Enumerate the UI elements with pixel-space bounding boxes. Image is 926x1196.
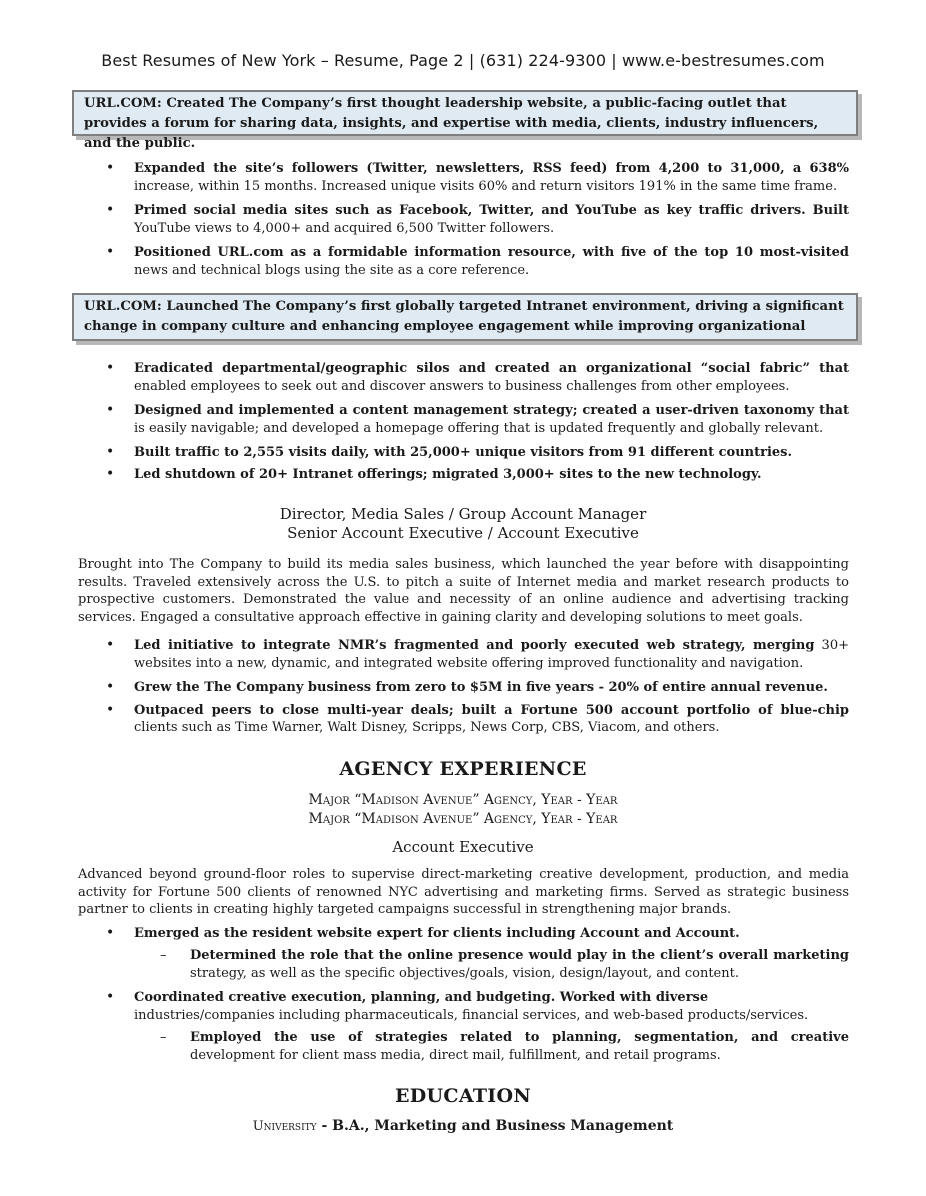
- bullet-list-media-sales: [103, 637, 849, 744]
- bullet-list-intranet: [103, 360, 849, 490]
- role-summary: Brought into The Company to build its media sales business, which launched the year before with disappointing results. Traveled extensively across the U.S. to pitch a suite of Internet media and market research products to prospective customers. Demonstrated the value and necessity of an online audience and advertising tracking services. Engaged a consultative approach effective in gaining clarity and developing solutions to meet goals.: [78, 557, 849, 625]
- bullet-list-website: [103, 160, 849, 286]
- list-item: • Built traffic to 2,555 visits daily, with 25,000+ unique visitors from 91 different countries.: [106, 444, 793, 460]
- page-header: Best Resumes of New York – Resume, Page 2 | (631) 224-9300 | www.e-bestresumes.com: [101, 51, 825, 70]
- agency-bullet-2: [103, 989, 849, 1031]
- education-entry: [0, 1118, 926, 1134]
- list-item: • Outpaced peers to close multi-year deals; built a Fortune 500 account portfolio of blue-chip clients such as Time Warner, Walt Disney, Scripps, News Corp, CBS, Viacom, and others.: [106, 701, 849, 735]
- agency-summary: Advanced beyond ground-floor roles to supervise direct-marketing creative development, production, and media activity for Fortune 500 clients of renowned NYC advertising and marketing firms. Served as strategic business partner to clients in creating highly targeted campaigns successful in strengthening major brands.: [78, 867, 849, 917]
- agency-employer-1: Major “Madison Avenue” Agency, Year - Year: [308, 792, 618, 808]
- list-item: • Led shutdown of 20+ Intranet offerings; migrated 3,000+ sites to the new technology.: [106, 465, 762, 482]
- callout-text: URL.COM: Created The Company’s first thought leadership website, a public-facing outlet that provides a forum for sharing data, insights, and expertise with media, clients, industry influencers, and the public.: [84, 96, 819, 151]
- list-item: • Led initiative to integrate NMR’s fragmented and poorly executed web strategy, merging 30+ websites into a new, dynamic, and integrated website offering improved functionality and navigation.: [106, 637, 849, 671]
- list-item: • Expanded the site’s followers (Twitter, newsletters, RSS feed) from 4,200 to 31,000, a 638% increase, within 15 months. Increased unique visits 60% and return visitors 191% in the same time frame.: [106, 160, 849, 194]
- list-item: • Emerged as the resident website expert for clients including Account and Account.: [106, 925, 740, 941]
- list-item: • Designed and implemented a content management strategy; created a user-driven taxonomy that is easily navigable; and developed a homepage offering that is updated frequently and globally relevant.: [106, 402, 849, 436]
- agency-sub-bullet-1: – Determined the role that the online presence would play in the client’s overall marketing strategy, as well as the specific objectives/goals, vision, design/layout, and content.: [160, 948, 849, 981]
- role-title-line1: Director, Media Sales / Group Account Manager: [279, 505, 647, 523]
- role-title-line2: Senior Account Executive / Account Executive: [287, 524, 639, 542]
- education-heading: EDUCATION: [395, 1085, 531, 1107]
- callout-thought-leadership: [72, 90, 858, 151]
- list-item: • Eradicated departmental/geographic silos and created an organizational “social fabric” that enabled employees to seek out and discover answers to business challenges from other employees.: [106, 360, 849, 394]
- education-school: University: [252, 1119, 317, 1134]
- callout-text: URL.COM: Launched The Company’s first globally targeted Intranet environment, driving a significant change in company culture and enhancing employee engagement while improving organizational: [84, 299, 844, 334]
- list-item: • Primed social media sites such as Facebook, Twitter, and YouTube as key traffic drivers. Built YouTube views to 4,000+ and acquired 6,500 Twitter followers.: [106, 202, 849, 236]
- agency-role: Account Executive: [392, 838, 534, 856]
- agency-sub-bullet-2: – Employed the use of strategies related to planning, segmentation, and creative development for client mass media, direct mail, fulfillment, and retail programs.: [160, 1030, 849, 1063]
- education-degree: - B.A., Marketing and Business Management: [316, 1118, 674, 1134]
- list-item: • Grew the The Company business from zero to $5M in five years - 20% of entire annual revenue.: [106, 679, 828, 695]
- list-item: • Positioned URL.com as a formidable information resource, with five of the top 10 most-visited news and technical blogs using the site as a core reference.: [106, 244, 849, 278]
- agency-heading: AGENCY EXPERIENCE: [339, 758, 587, 780]
- agency-employer-2: Major “Madison Avenue” Agency, Year - Year: [308, 811, 618, 827]
- list-item: • Coordinated creative execution, planning, and budgeting. Worked with diverse industries/companies including pharmaceuticals, financial services, and web-based products/services.: [106, 989, 809, 1023]
- callout-intranet: [72, 293, 858, 341]
- role-title-block: [0, 505, 926, 543]
- agency-bullet-1: [103, 925, 849, 950]
